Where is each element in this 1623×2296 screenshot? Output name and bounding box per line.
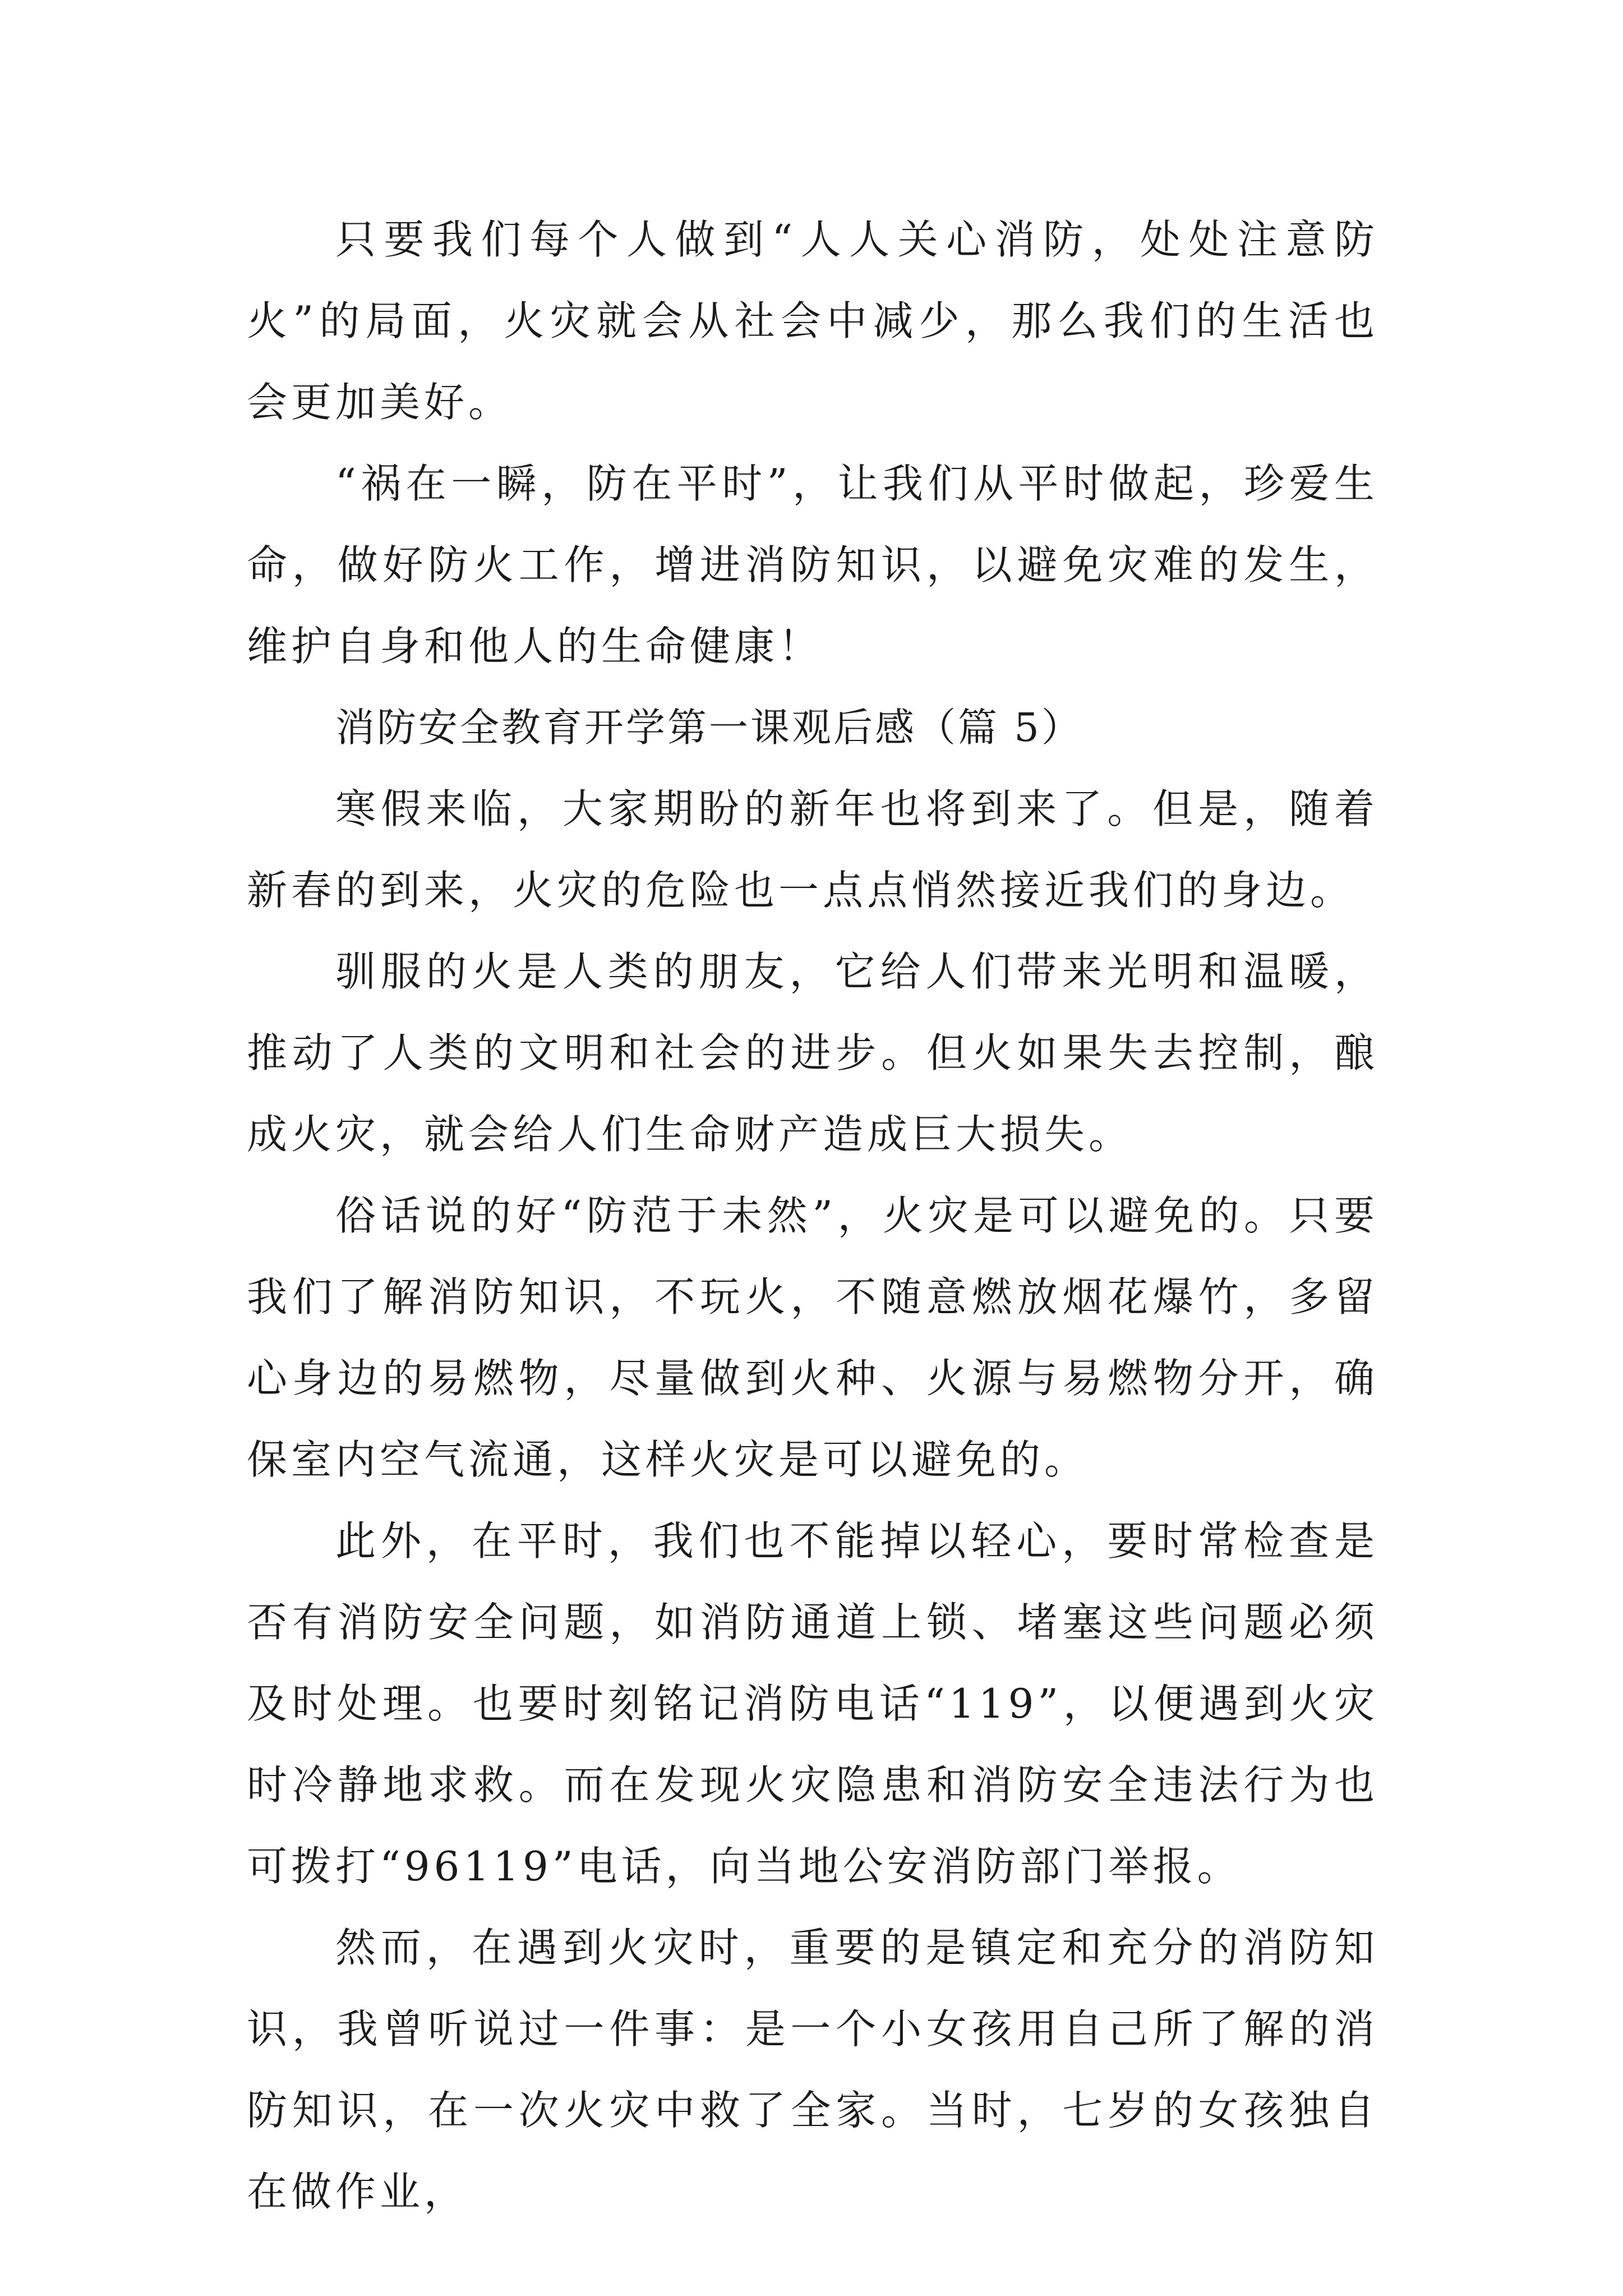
paragraph-girl-story: 然而，在遇到火灾时，重要的是镇定和充分的消防知识，我曾听说过一件事：是一个小女孩用自己所了解的消防知识，在一次火灾中救了全家。当时，七岁的女孩独自在做作业， [247,1924,1378,2215]
paragraph-prevention-in-daily-life: “祸在一瞬，防在平时”，让我们从平时做起，珍爱生命，做好防火工作，增进消防知识，以避免灾难的发生，维护自身和他人的生命健康！ [247,460,1378,670]
paragraph-prevention-proverb: 俗话说的好“防范于未然”，火灾是可以避免的。只要我们了解消防知识，不玩火，不随意燃放烟花爆竹，多留心身边的易燃物，尽量做到火种、火源与易燃物分开，确保室内空气流通，这样火灾是可以避免的。 [247,1192,1378,1483]
section-title: 消防安全教育开学第一课观后感（篇 5） [335,705,1083,751]
paragraph-tamed-fire: 驯服的火是人类的朋友，它给人们带来光明和温暖，推动了人类的文明和社会的进步。但火如果失去控制，酿成火灾，就会给人们生命财产造成巨大损失。 [247,948,1378,1158]
document-body [247,199,1378,2233]
paragraph-safety-checks: 此外，在平时，我们也不能掉以轻心，要时常检查是否有消防安全问题，如消防通道上锁、堵塞这些问题必须及时处理。也要时刻铭记消防电话“119”，以便遇到火灾时冷静地求救。而在发现火灾隐患和消防安全违法行为也可拨打“96119”电话，向当地公安消防部门举报。 [247,1517,1378,1890]
paragraph-fire-prevention-summary: 只要我们每个人做到“人人关心消防，处处注意防火”的局面，火灾就会从社会中减少，那么我们的生活也会更加美好。 [247,216,1378,426]
paragraph-winter-break: 寒假来临，大家期盼的新年也将到来了。但是，随着新春的到来，火灾的危险也一点点悄然接近我们的身边。 [247,785,1378,914]
